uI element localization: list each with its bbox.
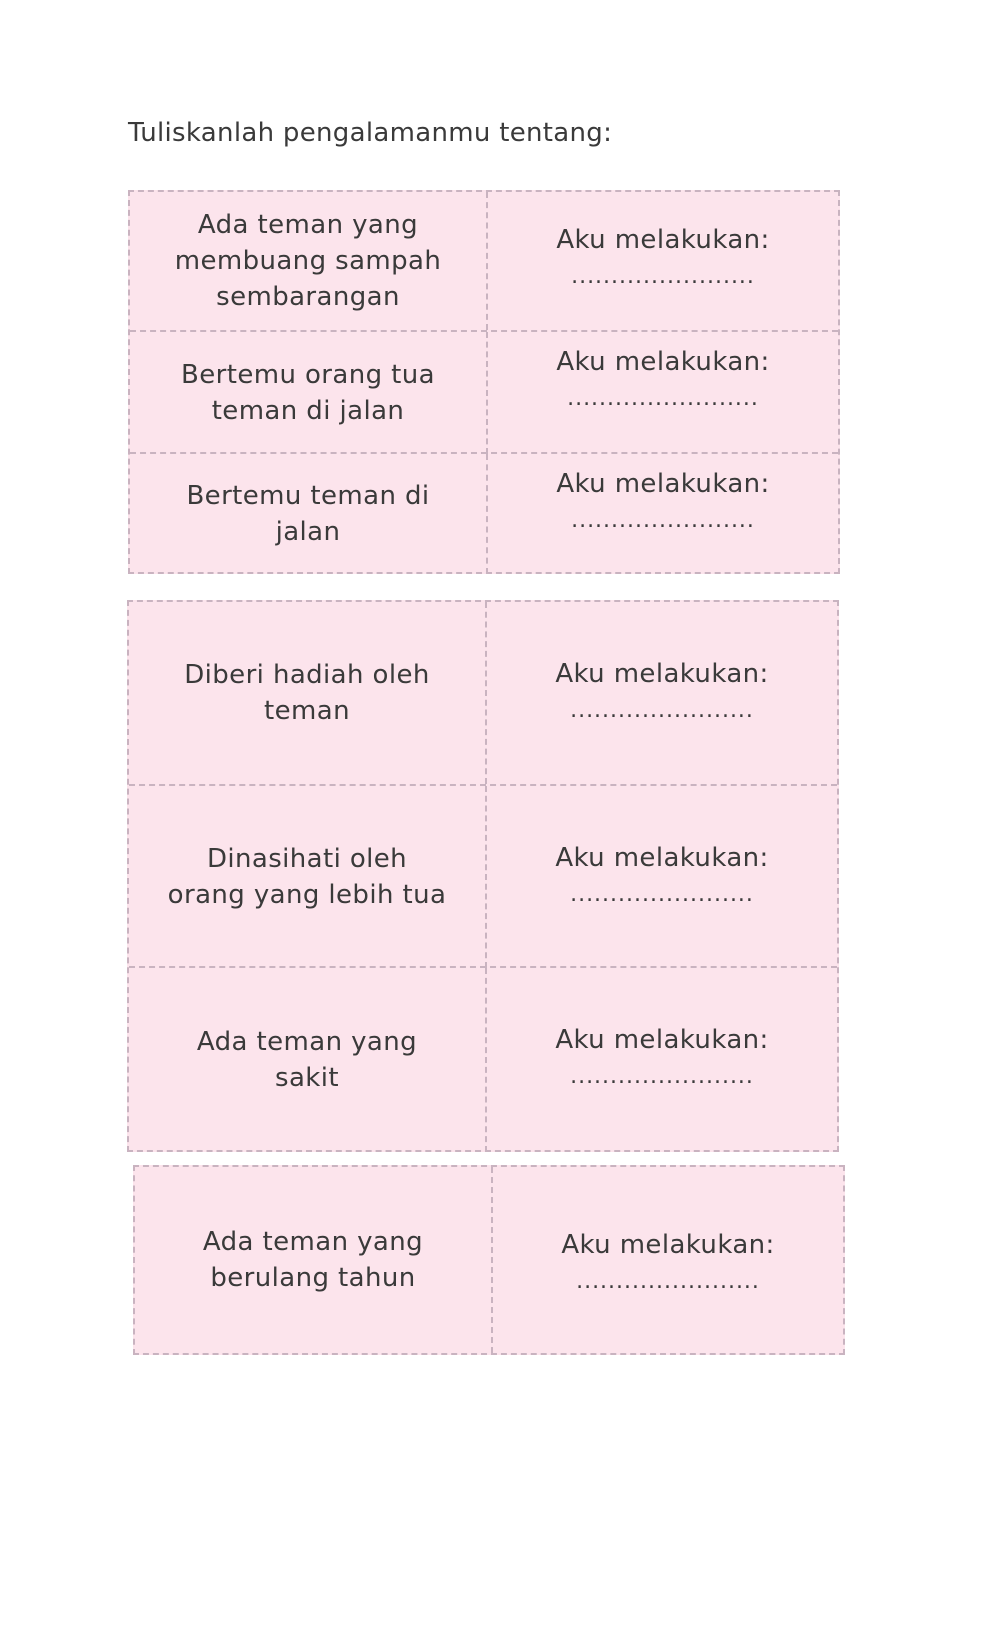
- response-cell[interactable]: [487, 968, 837, 1152]
- situation-cell: [130, 192, 488, 330]
- situation-cell: [130, 332, 488, 454]
- response-label: Aku melakukan:: [556, 347, 770, 377]
- situation-text-line: Dinasihati oleh: [206, 844, 408, 874]
- situation-text-line: jalan: [275, 517, 341, 547]
- response-label: Aku melakukan:: [555, 1025, 769, 1055]
- response-blank[interactable]: .......................: [571, 264, 755, 289]
- response-label: Aku melakukan:: [561, 1230, 775, 1260]
- response-label: Aku melakukan:: [555, 843, 769, 873]
- response-cell[interactable]: [487, 786, 837, 968]
- response-cell[interactable]: [487, 602, 837, 784]
- situation-text-line: Ada teman yang: [196, 1027, 418, 1057]
- situation-text-line: Bertemu orang tua: [181, 360, 435, 390]
- situation-text-line: teman di jalan: [211, 396, 405, 426]
- situation-row: [129, 784, 837, 968]
- situation-row: [129, 602, 837, 784]
- situation-row: [130, 192, 838, 330]
- situation-row: [130, 330, 838, 454]
- situation-text-line: sembarangan: [216, 282, 400, 312]
- situation-text-line: membuang sampah: [174, 246, 442, 276]
- situation-card-3: [133, 1165, 845, 1355]
- situation-cell: [129, 602, 487, 784]
- situation-cell: [129, 786, 487, 968]
- response-label: Aku melakukan:: [555, 659, 769, 689]
- situation-cell: [129, 968, 487, 1152]
- situation-text-line: teman: [264, 696, 350, 726]
- response-blank[interactable]: .......................: [571, 508, 755, 533]
- situation-text-line: Ada teman yang: [202, 1227, 424, 1257]
- situation-cell: [135, 1167, 493, 1353]
- situation-row: [129, 966, 837, 1152]
- response-label: Aku melakukan:: [556, 469, 770, 499]
- situation-cell: [130, 454, 488, 574]
- situation-text-line: orang yang lebih tua: [167, 880, 447, 910]
- response-label: Aku melakukan:: [556, 225, 770, 255]
- response-blank[interactable]: .......................: [576, 1269, 760, 1294]
- situation-text-line: Diberi hadiah oleh: [184, 660, 430, 690]
- situation-card-2: [127, 600, 839, 1152]
- instruction-heading: Tuliskanlah pengalamanmu tentang:: [128, 118, 613, 148]
- response-cell[interactable]: [488, 192, 838, 330]
- response-blank[interactable]: .......................: [570, 1064, 754, 1089]
- situation-row: [130, 452, 838, 574]
- situation-card-1: [128, 190, 840, 574]
- response-blank[interactable]: .......................: [570, 882, 754, 907]
- situation-text-line: Ada teman yang: [197, 210, 419, 240]
- response-cell[interactable]: [488, 454, 838, 574]
- response-cell[interactable]: [493, 1167, 843, 1353]
- response-blank[interactable]: ........................: [567, 386, 759, 411]
- response-cell[interactable]: [488, 332, 838, 454]
- situation-text-line: Bertemu teman di: [186, 481, 430, 511]
- situation-text-line: berulang tahun: [210, 1263, 416, 1293]
- situation-row: [135, 1167, 843, 1353]
- situation-text-line: sakit: [275, 1063, 339, 1093]
- response-blank[interactable]: .......................: [570, 698, 754, 723]
